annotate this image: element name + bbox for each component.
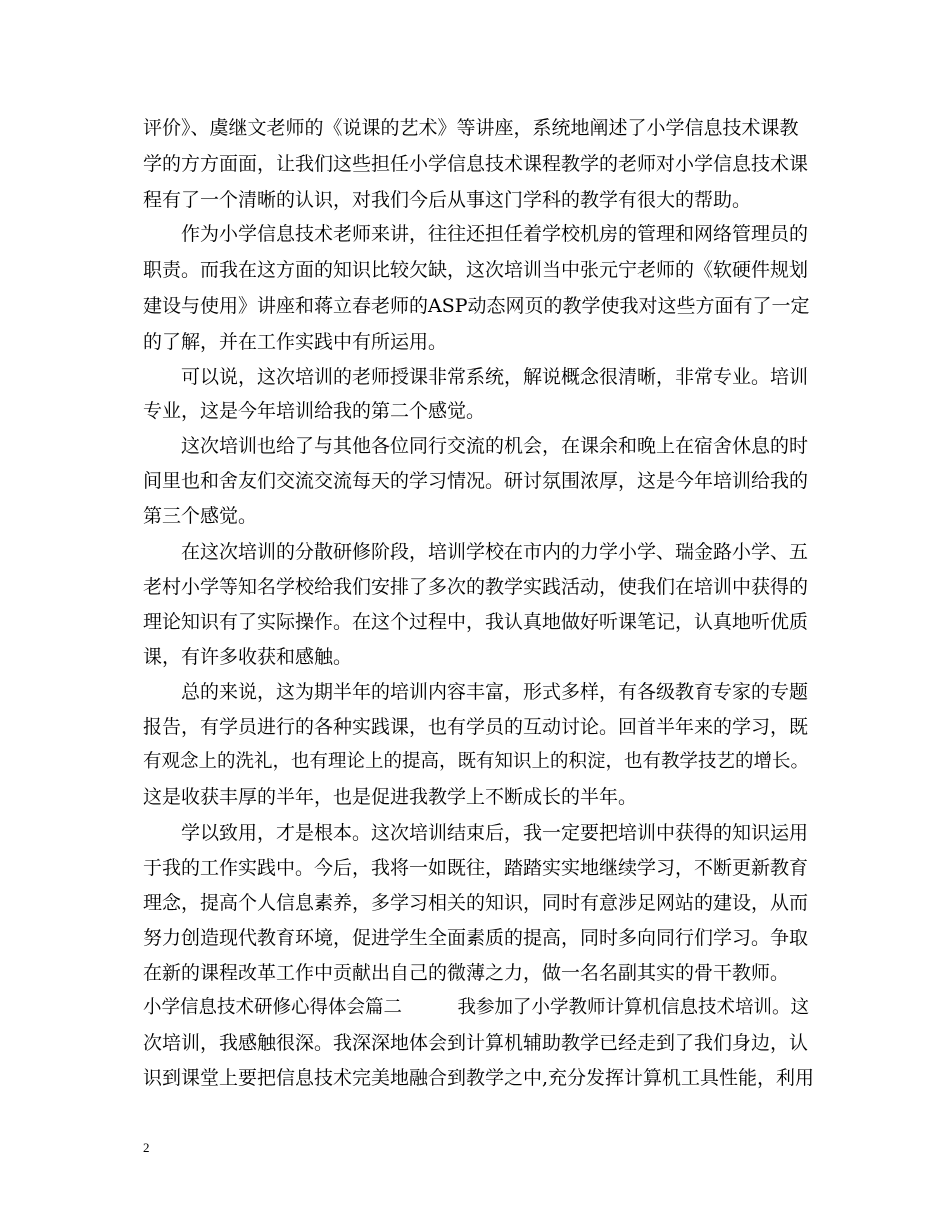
text-line: 这次培训也给了与其他各位同行交流的机会，在课余和晚上在宿舍休息的时	[143, 435, 809, 457]
text-line: 可以说，这次培训的老师授课非常系统，解说概念很清晰，非常专业。培训	[143, 366, 809, 388]
text-line: 努力创造现代教育环境，促进学生全面素质的提高，同时多向同行们学习。争取	[143, 927, 809, 949]
text-line: 理论知识有了实际操作。在这个过程中，我认真地做好听课笔记，认真地听优质	[143, 611, 809, 633]
text-line: 次培训，我感触很深。我深深地体会到计算机辅助教学已经走到了我们身边，认	[143, 1032, 809, 1054]
text-line: 第三个感觉。	[143, 505, 258, 527]
text-line: 专业，这是今年培训给我的第二个感觉。	[143, 400, 486, 422]
text-line: 这是收获丰厚的半年，也是促进我教学上不断成长的半年。	[143, 786, 638, 808]
text-line: 课，有许多收获和感触。	[143, 646, 353, 668]
text-line: 作为小学信息技术老师来讲，往往还担任着学校机房的管理和网络管理员的	[143, 223, 809, 245]
page-number: 2	[143, 1140, 150, 1155]
text-line: 学以致用，才是根本。这次培训结束后，我一定要把培训中获得的知识运用	[143, 822, 809, 844]
text-line: 职责。而我在这方面的知识比较欠缺，这次培训当中张元宁老师的《软硬件规划	[143, 259, 809, 281]
text-line: 理念，提高个人信息素养，多学习相关的知识，同时有意涉足网站的建设，从而	[143, 892, 809, 914]
text-line: 的了解，并在工作实践中有所运用。	[143, 331, 448, 353]
text-line: 间里也和舍友们交流交流每天的学习情况。研讨氛围浓厚，这是今年培训给我的	[143, 470, 809, 492]
text-line: 报告，有学员进行的各种实践课，也有学员的互动讨论。回首半年来的学习，既	[143, 716, 809, 738]
text-line: 于我的工作实践中。今后，我将一如既往，踏踏实实地继续学习，不断更新教育	[143, 857, 809, 879]
text-line: 有观念上的洗礼，也有理论上的提高，既有知识上的积淀，也有教学技艺的增长。	[143, 751, 810, 772]
text-line: 建设与使用》讲座和蒋立春老师的ASP动态网页的教学使我对这些方面有了一定	[143, 295, 810, 317]
text-line: 学的方方面面，让我们这些担任小学信息技术课程教学的老师对小学信息技术课	[143, 153, 809, 175]
text-line: 评价》、虞继文老师的《说课的艺术》等讲座，系统地阐述了小学信息技术课教	[143, 117, 799, 139]
text-line: 在新的课程改革工作中贡献出自己的微薄之力，做一名名副其实的骨干教师。	[143, 962, 790, 984]
text-line: 在这次培训的分散研修阶段，培训学校在市内的力学小学、瑞金路小学、五	[143, 541, 809, 563]
text-line: 老村小学等知名学校给我们安排了多次的教学实践活动，使我们在培训中获得的	[143, 576, 809, 598]
text-line: 总的来说，这为期半年的培训内容丰富，形式多样，有各级教育专家的专题	[143, 681, 809, 703]
text-line: 小学信息技术研修心得体会篇二 我参加了小学教师计算机信息技术培训。这	[143, 997, 810, 1018]
text-line: 程有了一个清晰的认识，对我们今后从事这门学科的教学有很大的帮助。	[143, 189, 752, 211]
text-line: 识到课堂上要把信息技术完美地融合到教学之中,充分发挥计算机工具性能，利用	[143, 1067, 815, 1089]
